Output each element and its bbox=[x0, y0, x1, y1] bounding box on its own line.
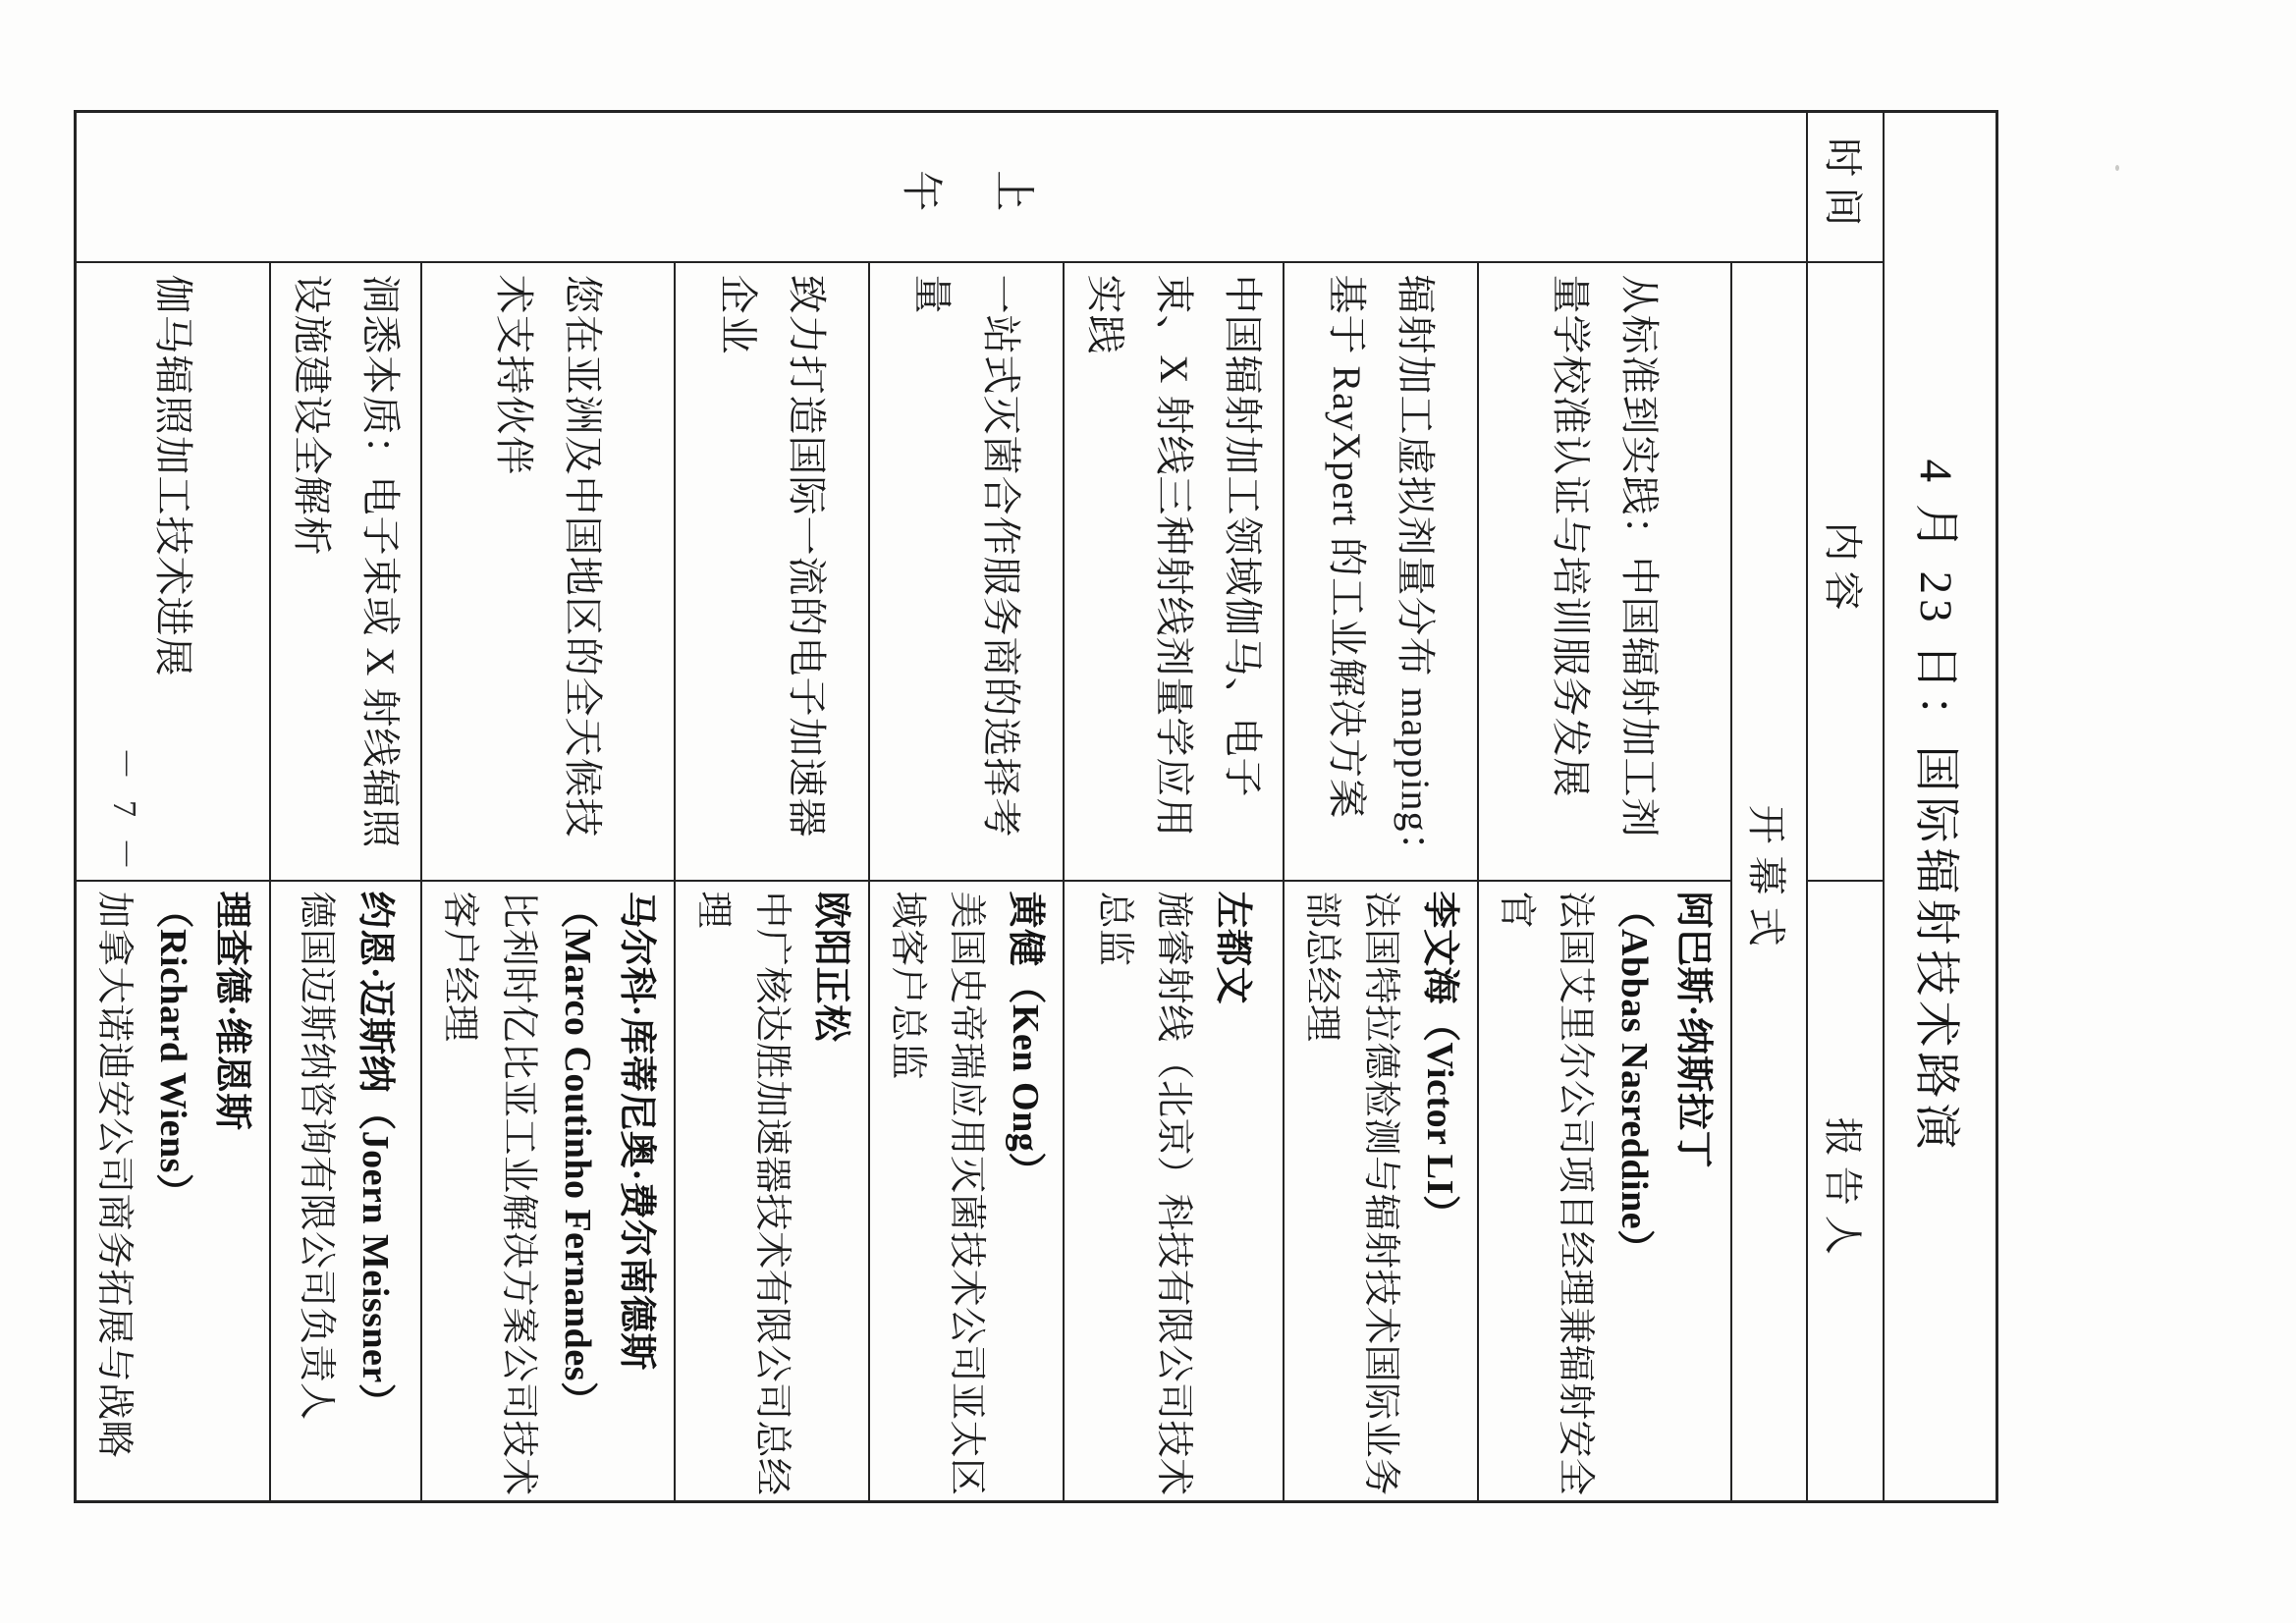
speaker-name: 黄健（Ken Ong） bbox=[1005, 891, 1047, 1190]
speaker-name: 阿巴斯·纳斯拉丁 bbox=[1672, 891, 1715, 1169]
speaker-latin: （Marco Coutinho Fernandes） bbox=[557, 891, 599, 1420]
speaker-org: 比利时亿比亚工业解决方案公司技术客户经理 bbox=[439, 891, 540, 1496]
speaker-org: 法国特拉德检测与辐射技术国际业务部总经理 bbox=[1301, 891, 1402, 1496]
content-cell: 致力打造国际一流的电子加速器企业 bbox=[676, 262, 870, 881]
speaker-cell bbox=[1285, 881, 1479, 1502]
scan-speck bbox=[2115, 165, 2119, 171]
speaker-cell bbox=[271, 881, 422, 1502]
speaker-org: 加拿大诺迪安公司商务拓展与战略 bbox=[93, 891, 136, 1459]
col-header-time: 时间 bbox=[1808, 112, 1885, 262]
table-title: 4 月 23 日：国际辐射技术路演 bbox=[1885, 112, 1997, 1502]
speaker-cell bbox=[1065, 881, 1285, 1502]
speaker-org: 法国艾里尔公司项目经理兼辐射安全官 bbox=[1496, 891, 1597, 1496]
opening-ceremony-cell: 开幕式 bbox=[1732, 262, 1808, 1502]
table-row bbox=[870, 112, 1065, 1502]
time-label: 上午 bbox=[851, 164, 1037, 210]
speaker-name: 欧阳正松 bbox=[810, 891, 852, 1043]
opening-ceremony-row bbox=[1732, 112, 1808, 1502]
speaker-name: 约恩·迈斯纳（Joern Meissner） bbox=[355, 891, 397, 1422]
speaker-name: 理查德·维恩斯 bbox=[211, 891, 253, 1131]
speaker-org: 中广核达胜加速器技术有限公司总经理 bbox=[692, 891, 793, 1496]
table-row bbox=[1479, 112, 1732, 1502]
speaker-latin: （Richard Wiens） bbox=[152, 891, 194, 1212]
speaker-org: 美国史帝瑞应用灭菌技术公司亚太区域客户总监 bbox=[887, 891, 988, 1496]
table-row bbox=[271, 112, 422, 1502]
speaker-latin: （Abbas Nasreddine） bbox=[1613, 891, 1656, 1268]
table-row bbox=[1065, 112, 1285, 1502]
speaker-org: 德国迈斯纳咨询有限公司负责人 bbox=[296, 891, 338, 1421]
speaker-cell bbox=[676, 881, 870, 1502]
content-cell: 从标准到实践：中国辐射加工剂量学校准认证与培训服务发展 bbox=[1479, 262, 1732, 881]
content-cell: 中国辐射加工领域伽马、电子束、X 射线三种射线剂量学应用实践 bbox=[1065, 262, 1285, 881]
col-header-speaker: 报告人 bbox=[1808, 881, 1885, 1502]
speaker-org: 施睿射线（北京）科技有限公司技术总监 bbox=[1094, 891, 1195, 1496]
content-cell: 辐射加工虚拟剂量分布 mapping：基于 RayXpert 的工业解决方案 bbox=[1285, 262, 1479, 881]
speaker-cell bbox=[422, 881, 676, 1502]
table-row bbox=[1285, 112, 1479, 1502]
speaker-name: 李文海（Victor LI） bbox=[1419, 891, 1461, 1233]
speaker-name: 马尔科·库蒂尼奥·费尔南德斯 bbox=[616, 891, 658, 1371]
content-cell: 伽马辐照加工技术进展 bbox=[76, 262, 271, 881]
table-header-row bbox=[1808, 112, 1885, 1502]
table-row bbox=[676, 112, 870, 1502]
speaker-name: 左都文 bbox=[1212, 891, 1254, 1005]
content-cell: 洞悉本质：电子束或 X 射线辐照设施建设全解析 bbox=[271, 262, 422, 881]
content-cell: 您在亚洲及中国地区的全天候技术支持伙伴 bbox=[422, 262, 676, 881]
table-title-row bbox=[1885, 112, 1997, 1502]
speaker-cell bbox=[1479, 881, 1732, 1502]
col-header-content: 内容 bbox=[1808, 262, 1885, 881]
page-number: － 7 － bbox=[106, 746, 142, 877]
speaker-cell bbox=[870, 881, 1065, 1502]
schedule-table bbox=[75, 110, 1999, 1503]
content-cell: 一站式灭菌合作服务商的选择考量 bbox=[870, 262, 1065, 881]
table-row bbox=[422, 112, 676, 1502]
time-merged-cell bbox=[76, 112, 1808, 262]
